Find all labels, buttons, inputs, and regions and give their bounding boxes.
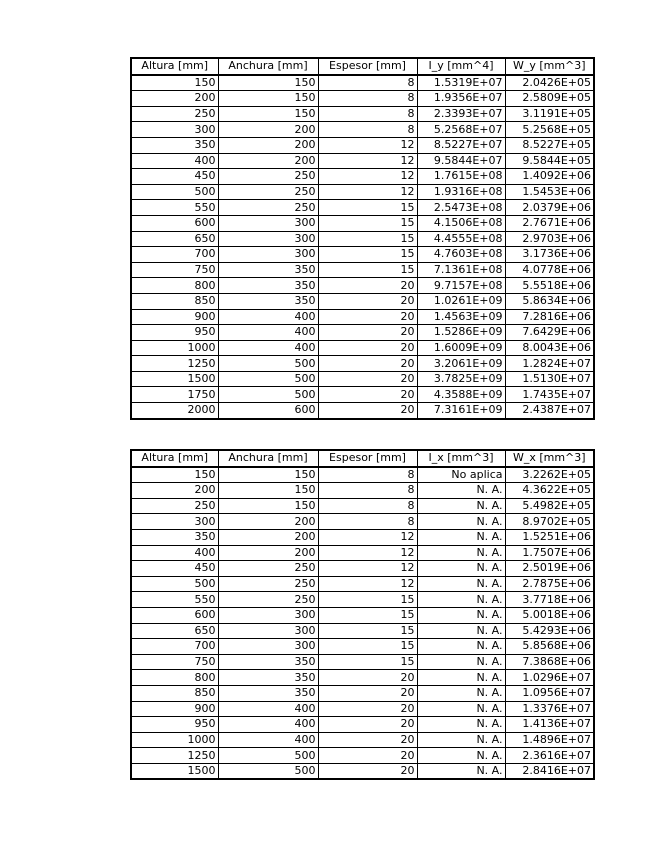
cell-espesor: 20 xyxy=(318,701,417,717)
cell-espesor: 20 xyxy=(318,670,417,686)
cell-modulus: 8.5227E+05 xyxy=(505,137,594,153)
cell-modulus: 1.7507E+06 xyxy=(505,545,594,561)
cell-modulus: 1.4136E+07 xyxy=(505,717,594,733)
table-row xyxy=(131,184,594,200)
table-header-row xyxy=(131,58,594,75)
cell-modulus: 1.3376E+07 xyxy=(505,701,594,717)
table-row xyxy=(131,607,594,623)
cell-modulus: 1.0956E+07 xyxy=(505,685,594,701)
cell-anchura: 350 xyxy=(218,262,318,278)
cell-modulus: 1.4896E+07 xyxy=(505,732,594,748)
cell-anchura: 400 xyxy=(218,717,318,733)
cell-modulus: 1.2824E+07 xyxy=(505,356,594,372)
table-row xyxy=(131,717,594,733)
cell-altura: 1750 xyxy=(131,387,218,403)
cell-espesor: 8 xyxy=(318,75,417,91)
cell-inertia: N. A. xyxy=(417,576,505,592)
cell-altura: 450 xyxy=(131,561,218,577)
cell-modulus: 7.2816E+06 xyxy=(505,309,594,325)
cell-altura: 1000 xyxy=(131,732,218,748)
header-modulus-y: W_y [mm^3] xyxy=(505,58,594,75)
cell-modulus: 2.4387E+07 xyxy=(505,403,594,419)
cell-anchura: 150 xyxy=(218,106,318,122)
cell-anchura: 250 xyxy=(218,200,318,216)
cell-espesor: 12 xyxy=(318,184,417,200)
cell-espesor: 8 xyxy=(318,106,417,122)
table-row xyxy=(131,685,594,701)
cell-anchura: 200 xyxy=(218,529,318,545)
cell-anchura: 300 xyxy=(218,639,318,655)
table-row xyxy=(131,483,594,499)
cell-modulus: 9.5844E+05 xyxy=(505,153,594,169)
cell-anchura: 350 xyxy=(218,685,318,701)
table-row xyxy=(131,231,594,247)
header-anchura: Anchura [mm] xyxy=(218,58,318,75)
table-row xyxy=(131,75,594,91)
table-row xyxy=(131,200,594,216)
cell-espesor: 15 xyxy=(318,623,417,639)
cell-espesor: 20 xyxy=(318,371,417,387)
cell-espesor: 20 xyxy=(318,748,417,764)
table-row xyxy=(131,371,594,387)
cell-modulus: 1.4092E+06 xyxy=(505,169,594,185)
cell-espesor: 20 xyxy=(318,340,417,356)
cell-inertia: No aplica xyxy=(417,467,505,483)
cell-altura: 300 xyxy=(131,122,218,138)
table-row xyxy=(131,262,594,278)
cell-modulus: 2.8416E+07 xyxy=(505,763,594,779)
cell-inertia: 1.7615E+08 xyxy=(417,169,505,185)
cell-modulus: 2.5809E+05 xyxy=(505,91,594,107)
cell-espesor: 12 xyxy=(318,545,417,561)
cell-anchura: 500 xyxy=(218,356,318,372)
cell-espesor: 8 xyxy=(318,483,417,499)
table-row xyxy=(131,106,594,122)
section-properties-x-table xyxy=(130,449,595,780)
table-row xyxy=(131,592,594,608)
cell-inertia: N. A. xyxy=(417,514,505,530)
table-row xyxy=(131,169,594,185)
cell-inertia: N. A. xyxy=(417,717,505,733)
cell-anchura: 400 xyxy=(218,732,318,748)
cell-modulus: 5.4293E+06 xyxy=(505,623,594,639)
cell-altura: 750 xyxy=(131,262,218,278)
cell-altura: 2000 xyxy=(131,403,218,419)
cell-espesor: 20 xyxy=(318,309,417,325)
table-row xyxy=(131,529,594,545)
cell-altura: 400 xyxy=(131,545,218,561)
cell-modulus: 1.7435E+07 xyxy=(505,387,594,403)
cell-altura: 950 xyxy=(131,717,218,733)
cell-inertia: 9.5844E+07 xyxy=(417,153,505,169)
cell-anchura: 400 xyxy=(218,701,318,717)
cell-modulus: 3.1191E+05 xyxy=(505,106,594,122)
cell-anchura: 200 xyxy=(218,122,318,138)
table-row xyxy=(131,309,594,325)
cell-espesor: 20 xyxy=(318,685,417,701)
cell-espesor: 15 xyxy=(318,654,417,670)
cell-inertia: 3.7825E+09 xyxy=(417,371,505,387)
cell-modulus: 7.6429E+06 xyxy=(505,325,594,341)
cell-espesor: 20 xyxy=(318,717,417,733)
table-row xyxy=(131,122,594,138)
cell-altura: 400 xyxy=(131,153,218,169)
cell-anchura: 600 xyxy=(218,403,318,419)
cell-espesor: 12 xyxy=(318,561,417,577)
cell-modulus: 5.8634E+06 xyxy=(505,293,594,309)
table-body xyxy=(131,467,594,780)
cell-anchura: 500 xyxy=(218,748,318,764)
cell-altura: 1000 xyxy=(131,340,218,356)
cell-espesor: 20 xyxy=(318,356,417,372)
cell-modulus: 4.0778E+06 xyxy=(505,262,594,278)
cell-altura: 800 xyxy=(131,670,218,686)
table-row xyxy=(131,91,594,107)
cell-altura: 950 xyxy=(131,325,218,341)
cell-espesor: 15 xyxy=(318,200,417,216)
cell-modulus: 2.3616E+07 xyxy=(505,748,594,764)
cell-altura: 300 xyxy=(131,514,218,530)
cell-anchura: 200 xyxy=(218,545,318,561)
cell-inertia: N. A. xyxy=(417,670,505,686)
cell-espesor: 12 xyxy=(318,137,417,153)
cell-inertia: 1.9316E+08 xyxy=(417,184,505,200)
cell-inertia: N. A. xyxy=(417,483,505,499)
cell-altura: 350 xyxy=(131,137,218,153)
cell-anchura: 400 xyxy=(218,340,318,356)
cell-inertia: 4.4555E+08 xyxy=(417,231,505,247)
cell-espesor: 12 xyxy=(318,576,417,592)
cell-anchura: 150 xyxy=(218,91,318,107)
cell-inertia: N. A. xyxy=(417,545,505,561)
cell-anchura: 350 xyxy=(218,654,318,670)
cell-modulus: 1.5251E+06 xyxy=(505,529,594,545)
cell-anchura: 150 xyxy=(218,467,318,483)
cell-altura: 650 xyxy=(131,623,218,639)
cell-anchura: 300 xyxy=(218,607,318,623)
cell-inertia: N. A. xyxy=(417,763,505,779)
cell-altura: 550 xyxy=(131,592,218,608)
cell-modulus: 5.4982E+05 xyxy=(505,498,594,514)
table-row xyxy=(131,387,594,403)
table-row xyxy=(131,467,594,483)
cell-modulus: 8.9702E+05 xyxy=(505,514,594,530)
cell-espesor: 8 xyxy=(318,122,417,138)
cell-espesor: 20 xyxy=(318,763,417,779)
table-row xyxy=(131,763,594,779)
cell-anchura: 350 xyxy=(218,670,318,686)
table-row xyxy=(131,498,594,514)
cell-modulus: 3.7718E+06 xyxy=(505,592,594,608)
cell-anchura: 300 xyxy=(218,247,318,263)
section-properties-y-table xyxy=(130,57,595,420)
cell-espesor: 20 xyxy=(318,387,417,403)
cell-modulus: 8.0043E+06 xyxy=(505,340,594,356)
cell-altura: 200 xyxy=(131,483,218,499)
cell-modulus: 7.3868E+06 xyxy=(505,654,594,670)
cell-anchura: 200 xyxy=(218,137,318,153)
cell-anchura: 250 xyxy=(218,592,318,608)
cell-modulus: 2.0426E+05 xyxy=(505,75,594,91)
cell-altura: 900 xyxy=(131,309,218,325)
cell-altura: 700 xyxy=(131,247,218,263)
cell-inertia: N. A. xyxy=(417,498,505,514)
cell-inertia: 1.5286E+09 xyxy=(417,325,505,341)
cell-modulus: 2.7875E+06 xyxy=(505,576,594,592)
header-altura: Altura [mm] xyxy=(131,58,218,75)
cell-altura: 250 xyxy=(131,106,218,122)
cell-altura: 650 xyxy=(131,231,218,247)
cell-anchura: 350 xyxy=(218,293,318,309)
cell-altura: 1250 xyxy=(131,748,218,764)
table-row xyxy=(131,670,594,686)
cell-inertia: 1.5319E+07 xyxy=(417,75,505,91)
cell-modulus: 1.0296E+07 xyxy=(505,670,594,686)
cell-modulus: 2.5019E+06 xyxy=(505,561,594,577)
cell-anchura: 350 xyxy=(218,278,318,294)
cell-inertia: 7.3161E+09 xyxy=(417,403,505,419)
cell-anchura: 500 xyxy=(218,763,318,779)
table-header-row xyxy=(131,450,594,467)
cell-modulus: 3.1736E+06 xyxy=(505,247,594,263)
cell-altura: 150 xyxy=(131,467,218,483)
cell-inertia: 7.1361E+08 xyxy=(417,262,505,278)
cell-anchura: 400 xyxy=(218,325,318,341)
cell-anchura: 150 xyxy=(218,75,318,91)
table-row xyxy=(131,701,594,717)
cell-inertia: 1.4563E+09 xyxy=(417,309,505,325)
cell-espesor: 15 xyxy=(318,639,417,655)
cell-espesor: 20 xyxy=(318,278,417,294)
cell-anchura: 200 xyxy=(218,153,318,169)
cell-inertia: N. A. xyxy=(417,592,505,608)
cell-modulus: 3.2262E+05 xyxy=(505,467,594,483)
cell-modulus: 5.8568E+06 xyxy=(505,639,594,655)
cell-inertia: N. A. xyxy=(417,607,505,623)
cell-inertia: N. A. xyxy=(417,561,505,577)
table-row xyxy=(131,514,594,530)
cell-anchura: 400 xyxy=(218,309,318,325)
table-row xyxy=(131,340,594,356)
cell-espesor: 8 xyxy=(318,514,417,530)
table-row xyxy=(131,356,594,372)
cell-inertia: 1.9356E+07 xyxy=(417,91,505,107)
cell-espesor: 15 xyxy=(318,592,417,608)
header-espesor: Espesor [mm] xyxy=(318,450,417,467)
header-inertia-x: I_x [mm^3] xyxy=(417,450,505,467)
cell-altura: 500 xyxy=(131,576,218,592)
cell-espesor: 15 xyxy=(318,607,417,623)
table-row xyxy=(131,247,594,263)
header-modulus-x: W_x [mm^3] xyxy=(505,450,594,467)
cell-inertia: N. A. xyxy=(417,623,505,639)
cell-inertia: 5.2568E+07 xyxy=(417,122,505,138)
cell-altura: 850 xyxy=(131,293,218,309)
header-anchura: Anchura [mm] xyxy=(218,450,318,467)
cell-inertia: N. A. xyxy=(417,639,505,655)
cell-espesor: 20 xyxy=(318,293,417,309)
cell-altura: 150 xyxy=(131,75,218,91)
cell-modulus: 5.0018E+06 xyxy=(505,607,594,623)
cell-altura: 850 xyxy=(131,685,218,701)
cell-anchura: 500 xyxy=(218,387,318,403)
cell-altura: 600 xyxy=(131,607,218,623)
cell-altura: 800 xyxy=(131,278,218,294)
cell-altura: 1500 xyxy=(131,371,218,387)
cell-espesor: 8 xyxy=(318,498,417,514)
cell-altura: 1500 xyxy=(131,763,218,779)
cell-inertia: 2.3393E+07 xyxy=(417,106,505,122)
cell-anchura: 150 xyxy=(218,498,318,514)
table-row xyxy=(131,654,594,670)
table-row xyxy=(131,748,594,764)
cell-inertia: N. A. xyxy=(417,732,505,748)
cell-espesor: 12 xyxy=(318,529,417,545)
cell-espesor: 8 xyxy=(318,91,417,107)
cell-espesor: 20 xyxy=(318,732,417,748)
cell-altura: 1250 xyxy=(131,356,218,372)
table-row xyxy=(131,561,594,577)
cell-anchura: 150 xyxy=(218,483,318,499)
cell-altura: 900 xyxy=(131,701,218,717)
cell-inertia: N. A. xyxy=(417,748,505,764)
cell-anchura: 250 xyxy=(218,576,318,592)
cell-inertia: 9.7157E+08 xyxy=(417,278,505,294)
cell-altura: 550 xyxy=(131,200,218,216)
table-row xyxy=(131,732,594,748)
table-row xyxy=(131,278,594,294)
cell-modulus: 2.7671E+06 xyxy=(505,215,594,231)
cell-espesor: 15 xyxy=(318,231,417,247)
table-row xyxy=(131,639,594,655)
cell-anchura: 200 xyxy=(218,514,318,530)
cell-espesor: 15 xyxy=(318,215,417,231)
cell-altura: 700 xyxy=(131,639,218,655)
cell-anchura: 250 xyxy=(218,184,318,200)
cell-inertia: 4.1506E+08 xyxy=(417,215,505,231)
cell-inertia: 2.5473E+08 xyxy=(417,200,505,216)
cell-altura: 350 xyxy=(131,529,218,545)
cell-altura: 200 xyxy=(131,91,218,107)
cell-altura: 750 xyxy=(131,654,218,670)
table-row xyxy=(131,215,594,231)
table-row xyxy=(131,623,594,639)
table-row xyxy=(131,293,594,309)
cell-espesor: 20 xyxy=(318,403,417,419)
cell-espesor: 12 xyxy=(318,153,417,169)
cell-modulus: 5.2568E+05 xyxy=(505,122,594,138)
cell-anchura: 250 xyxy=(218,561,318,577)
table-row xyxy=(131,325,594,341)
header-altura: Altura [mm] xyxy=(131,450,218,467)
cell-modulus: 1.5130E+07 xyxy=(505,371,594,387)
table-row xyxy=(131,153,594,169)
cell-altura: 450 xyxy=(131,169,218,185)
cell-modulus: 2.0379E+06 xyxy=(505,200,594,216)
cell-inertia: 3.2061E+09 xyxy=(417,356,505,372)
cell-anchura: 250 xyxy=(218,169,318,185)
cell-anchura: 300 xyxy=(218,215,318,231)
cell-modulus: 2.9703E+06 xyxy=(505,231,594,247)
table-row xyxy=(131,576,594,592)
cell-altura: 600 xyxy=(131,215,218,231)
cell-modulus: 5.5518E+06 xyxy=(505,278,594,294)
table-row xyxy=(131,403,594,419)
cell-inertia: 1.6009E+09 xyxy=(417,340,505,356)
cell-espesor: 15 xyxy=(318,262,417,278)
table-row xyxy=(131,137,594,153)
cell-espesor: 8 xyxy=(318,467,417,483)
cell-espesor: 12 xyxy=(318,169,417,185)
cell-inertia: 1.0261E+09 xyxy=(417,293,505,309)
cell-modulus: 4.3622E+05 xyxy=(505,483,594,499)
header-inertia-y: I_y [mm^4] xyxy=(417,58,505,75)
cell-inertia: N. A. xyxy=(417,529,505,545)
table-body xyxy=(131,75,594,419)
cell-anchura: 300 xyxy=(218,231,318,247)
cell-inertia: 4.7603E+08 xyxy=(417,247,505,263)
cell-inertia: 4.3588E+09 xyxy=(417,387,505,403)
header-espesor: Espesor [mm] xyxy=(318,58,417,75)
cell-anchura: 500 xyxy=(218,371,318,387)
table-row xyxy=(131,545,594,561)
cell-inertia: 8.5227E+07 xyxy=(417,137,505,153)
cell-espesor: 15 xyxy=(318,247,417,263)
cell-inertia: N. A. xyxy=(417,654,505,670)
cell-anchura: 300 xyxy=(218,623,318,639)
cell-altura: 500 xyxy=(131,184,218,200)
cell-inertia: N. A. xyxy=(417,701,505,717)
cell-inertia: N. A. xyxy=(417,685,505,701)
cell-altura: 250 xyxy=(131,498,218,514)
cell-espesor: 20 xyxy=(318,325,417,341)
cell-modulus: 1.5453E+06 xyxy=(505,184,594,200)
